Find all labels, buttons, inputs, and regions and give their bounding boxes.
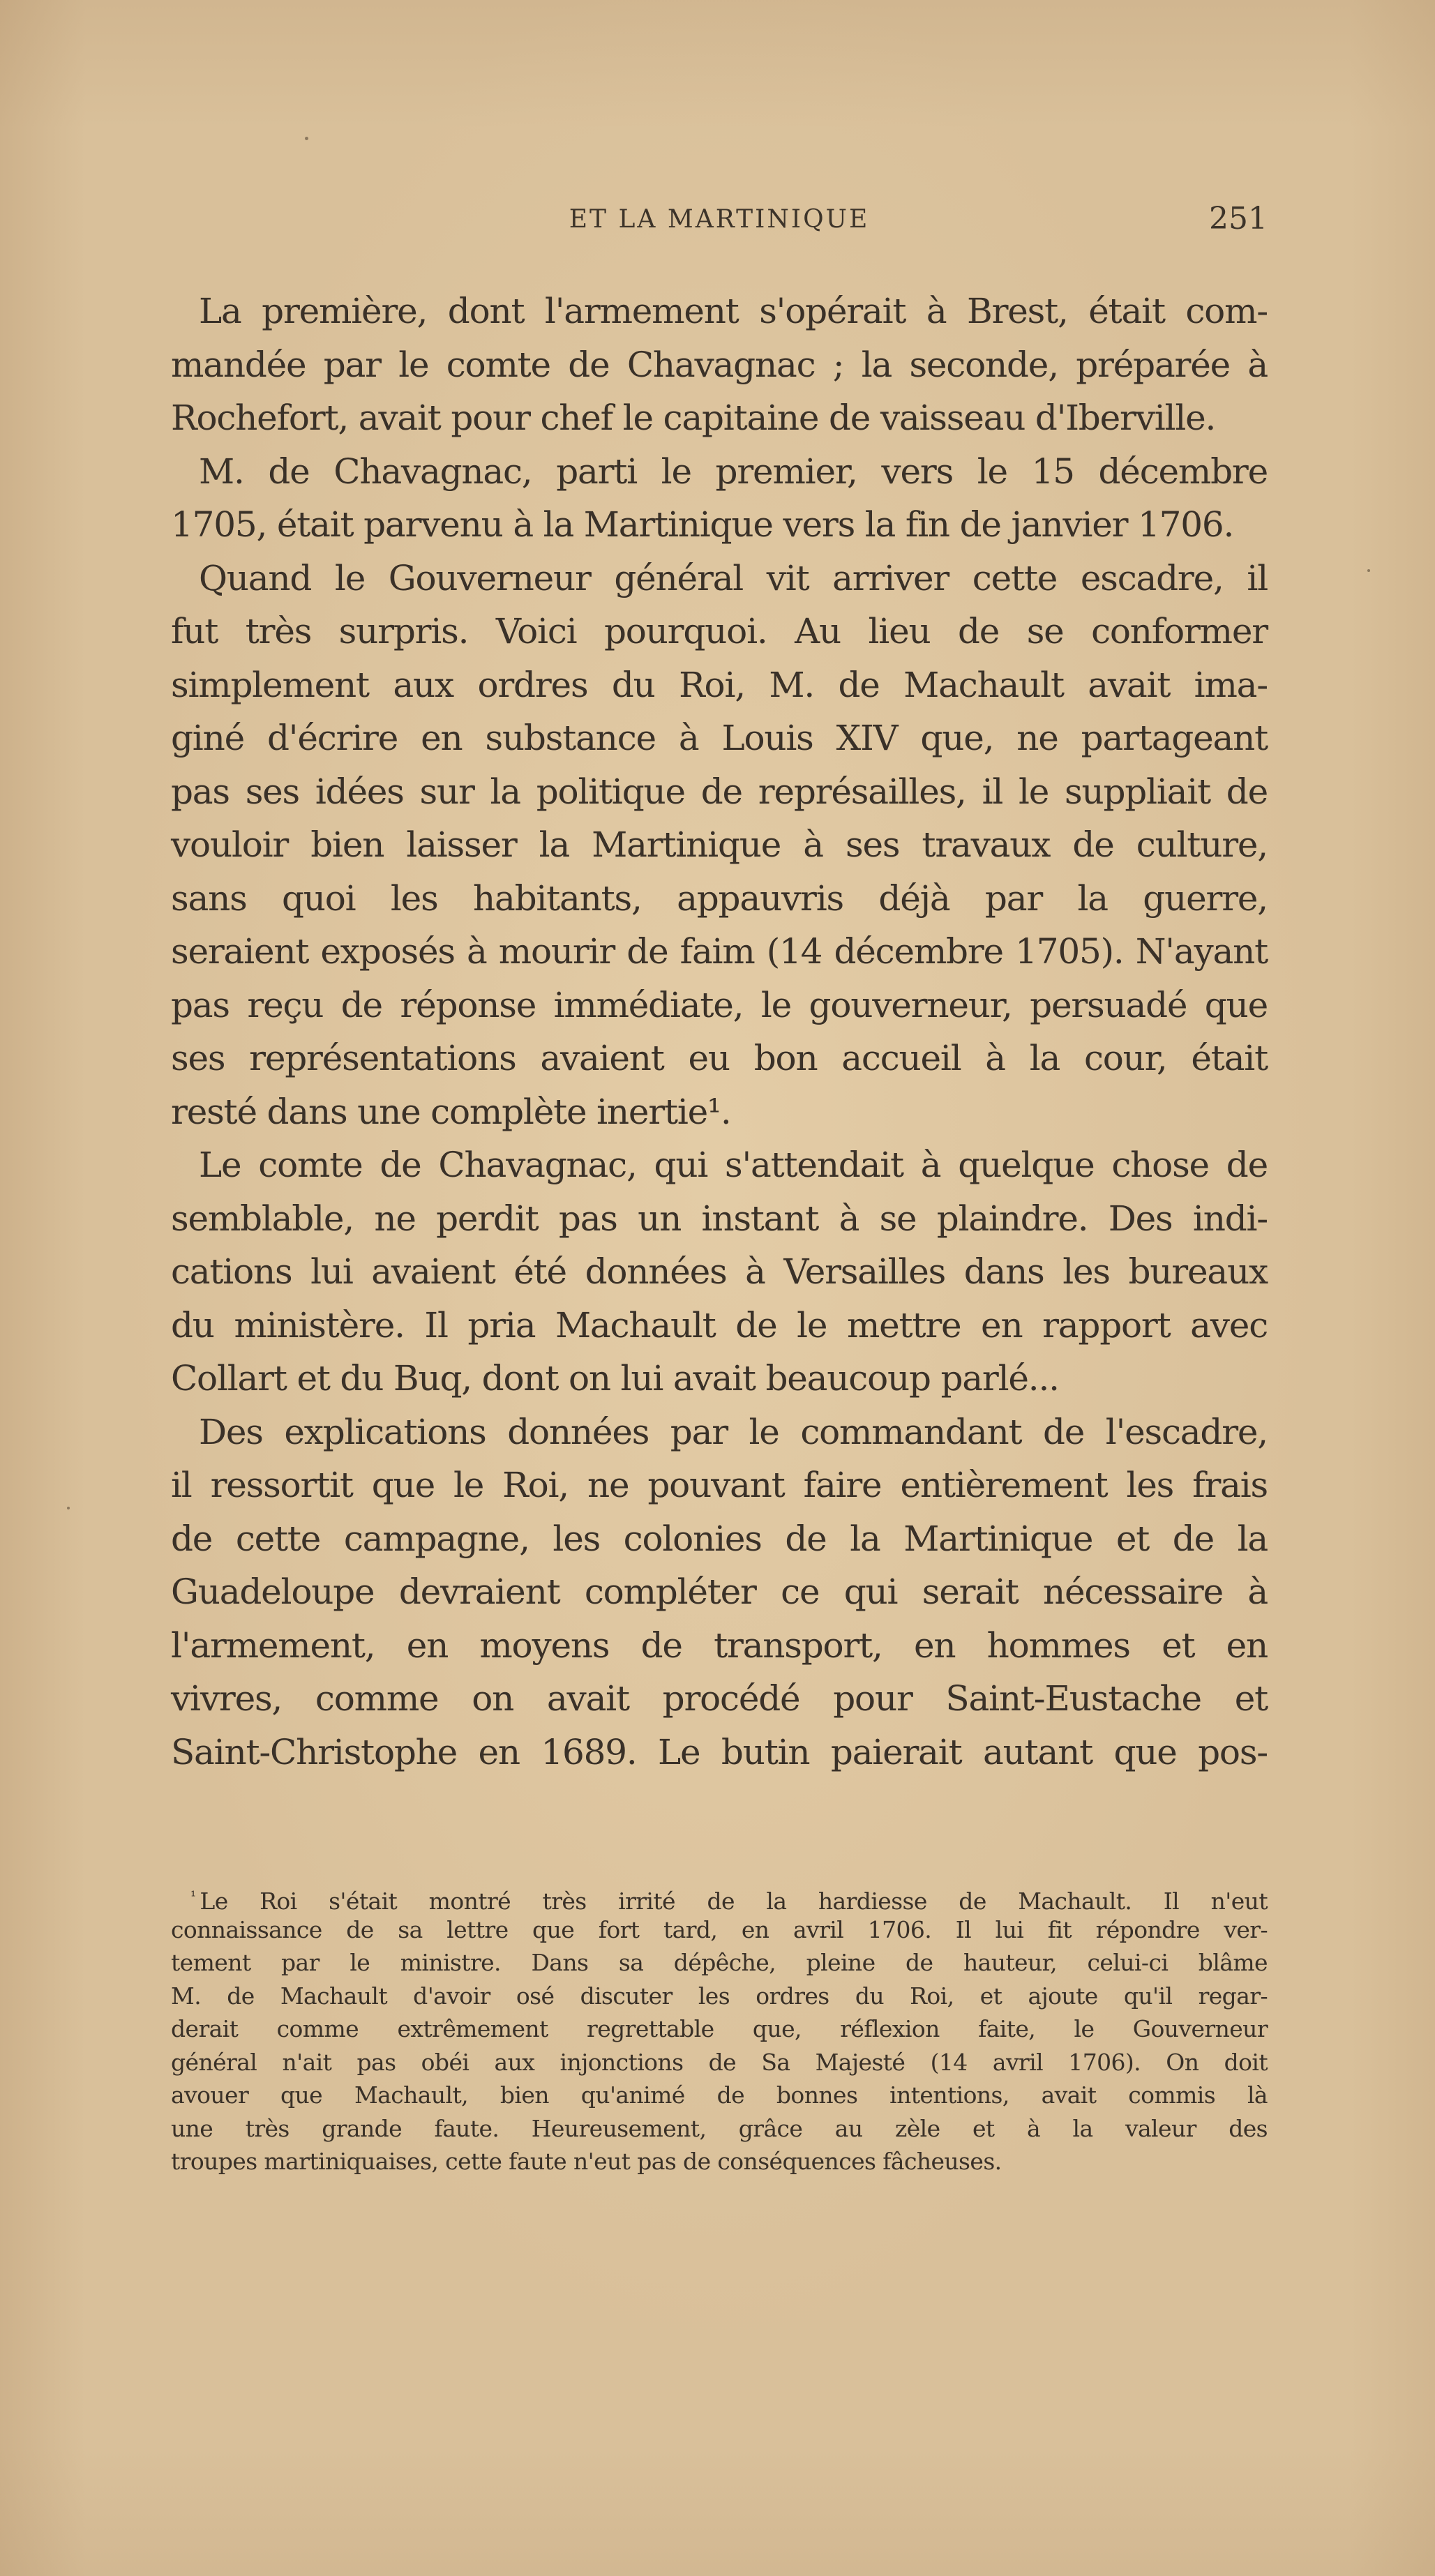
footnote-line: une très grande faute. Heureusement, grâce au zèle et à la valeur des [171, 2114, 1268, 2142]
paragraph-line: La première, dont l'armement s'opérait à Brest, était com- [199, 291, 1268, 331]
paragraph-line: Rochefort, avait pour chef le capitaine de vaisseau d'Iberville. [171, 398, 1216, 438]
body-text [171, 285, 1268, 1779]
running-head [171, 201, 1268, 243]
paragraph-line: pas reçu de réponse immédiate, le gouverneur, persuadé que [171, 984, 1268, 1025]
footnote-line: avouer que Machault, bien qu'animé de bonnes intentions, avait commis là [171, 2081, 1268, 2109]
paragraph-line: Des explications données par le commandant de l'escadre, [199, 1411, 1268, 1452]
paragraph-line: Le comte de Chavagnac, qui s'attendait à quelque chose de [199, 1145, 1268, 1185]
paragraph-line: vivres, comme on avait procédé pour Saint-Eustache et [171, 1678, 1268, 1719]
paragraph-line: resté dans une complète inertie¹. [171, 1091, 731, 1132]
paragraph-line: ses représentations avaient eu bon accueil à la cour, était [171, 1038, 1268, 1078]
paragraph-line: seraient exposés à mourir de faim (14 décembre 1705). N'ayant [171, 931, 1268, 972]
paragraph-line: M. de Chavagnac, parti le premier, vers le 15 décembre [199, 451, 1268, 492]
footnote-text: Le Roi s'était montré très irrité de la hardiesse de Machault. Il n'eut [200, 1888, 1268, 1915]
paragraph-line: cations lui avaient été données à Versailles dans les bureaux [171, 1251, 1268, 1292]
paragraph-line: Collart et du Buq, dont on lui avait beaucoup parlé... [171, 1358, 1059, 1399]
paragraph-line: de cette campagne, les colonies de la Martinique et de la [171, 1518, 1268, 1559]
footnote-line: tement par le ministre. Dans sa dépêche, pleine de hauteur, celui-ci blâme [171, 1949, 1268, 1976]
paragraph-line: Guadeloupe devraient compléter ce qui serait nécessaire à [171, 1572, 1268, 1612]
paper-speck [67, 1507, 70, 1509]
paragraph-line: simplement aux ordres du Roi, M. de Machault avait ima- [171, 664, 1268, 705]
footnote-line: troupes martiniquaises, cette faute n'eut pas de conséquences fâcheuses. [171, 2148, 1002, 2175]
paragraph-line: pas ses idées sur la politique de représailles, il le suppliait de [171, 771, 1268, 812]
paragraph-line: sans quoi les habitants, appauvris déjà par la guerre, [171, 878, 1268, 919]
paragraph-line: 1705, était parvenu à la Martinique vers la fin de janvier 1706. [171, 504, 1234, 545]
paragraph-line: du ministère. Il pria Machault de le mettre en rapport avec [171, 1304, 1268, 1346]
paper-speck [1367, 569, 1370, 572]
footnote [171, 1880, 1268, 2178]
footnote-line: général n'ait pas obéi aux injonctions de Sa Majesté (14 avril 1706). On doit [171, 2048, 1268, 2076]
paragraph-line: l'armement, en moyens de transport, en hommes et en [171, 1625, 1268, 1666]
paragraph-line: il ressortit que le Roi, ne pouvant faire entièrement les frais [171, 1465, 1268, 1505]
footnote-line: M. de Machault d'avoir osé discuter les ordres du Roi, et ajoute qu'il regar- [171, 1982, 1268, 2010]
paper-speck [305, 137, 308, 140]
paragraph-line: giné d'écrire en substance à Louis XIV que, ne partageant [171, 718, 1268, 758]
page-number: 251 [1209, 201, 1268, 236]
footnote-line [171, 1880, 1268, 1913]
paragraph-line: fut très surpris. Voici pourquoi. Au lieu de se conformer [171, 611, 1268, 651]
paragraph-line: vouloir bien laisser la Martinique à ses travaux de culture, [171, 824, 1268, 865]
running-title: ET LA MARTINIQUE [569, 205, 870, 234]
paragraph-line: semblable, ne perdit pas un instant à se plaindre. Des indi- [171, 1198, 1268, 1239]
footnote-marker: ¹ [190, 1888, 196, 1904]
footnote-line: derait comme extrêmement regrettable que, réflexion faite, le Gouverneur [171, 2015, 1268, 2042]
paragraph-line: Saint-Christophe en 1689. Le butin paierait autant que pos- [171, 1731, 1268, 1772]
paragraph-line: mandée par le comte de Chavagnac ; la seconde, préparée à [171, 344, 1268, 385]
footnote-line: connaissance de sa lettre que fort tard, en avril 1706. Il lui fit répondre ver- [171, 1915, 1268, 1943]
paragraph-line: Quand le Gouverneur général vit arriver cette escadre, il [199, 557, 1268, 598]
